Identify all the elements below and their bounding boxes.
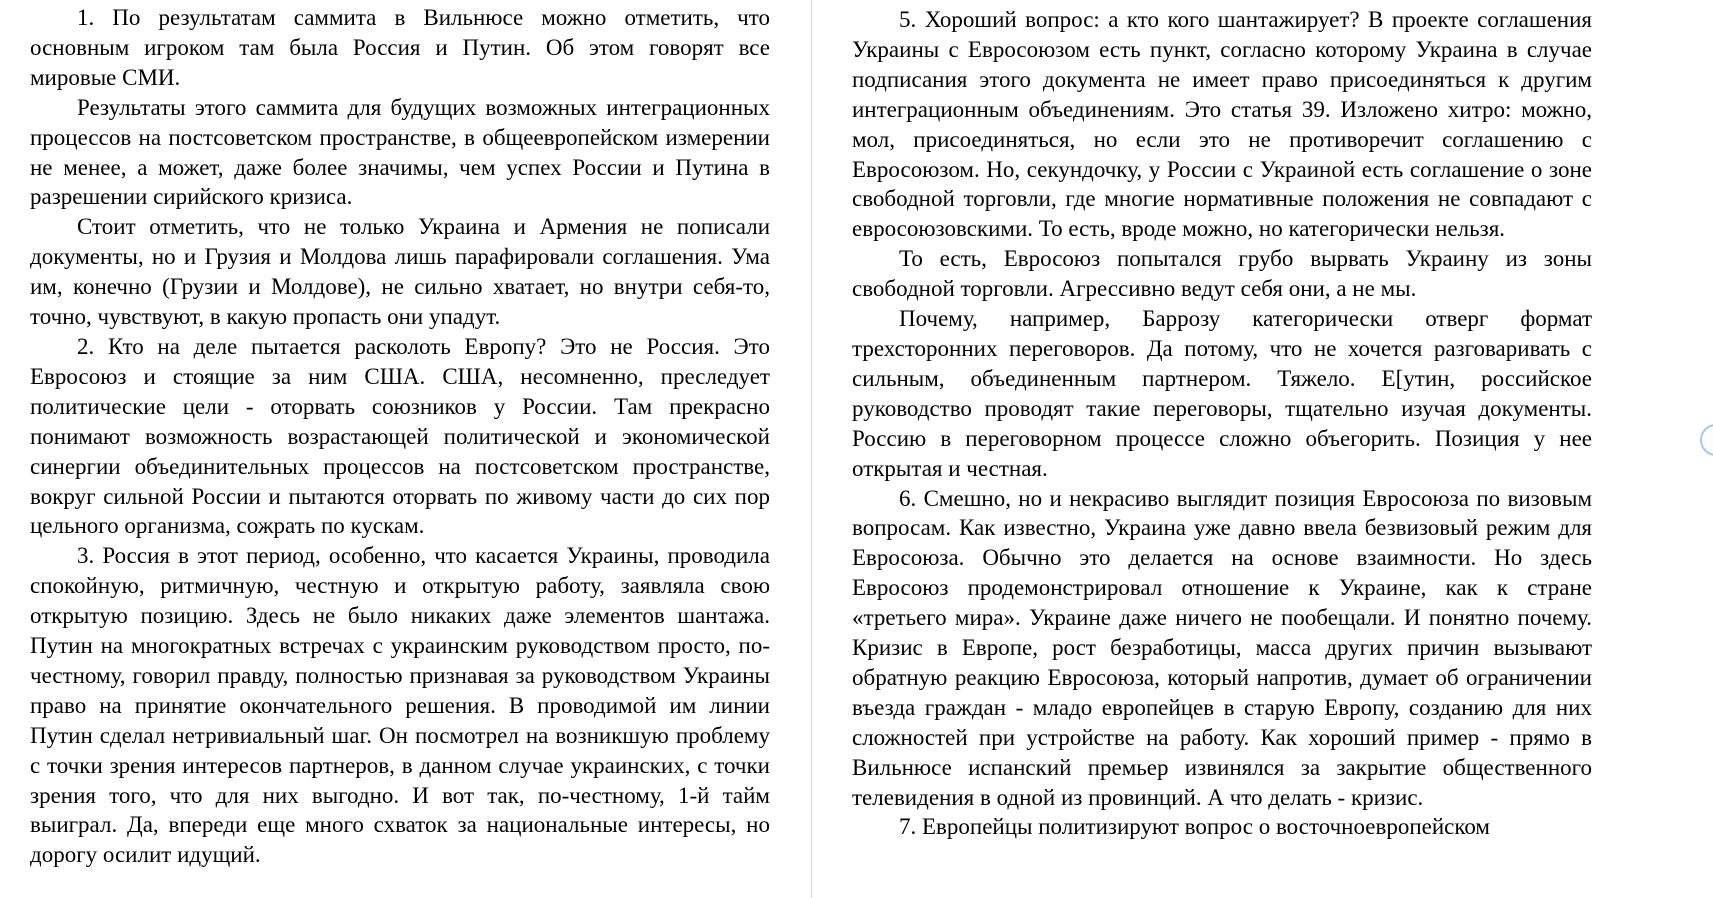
paragraph: Результаты этого саммита для будущих возможных интеграционных процессов на постсоветском пространстве, в общеевропейском измерении не менее, а может, даже более значимы, чем успех России и Путина в разрешении сирийского кризиса. bbox=[30, 94, 770, 210]
floating-scroll-button[interactable] bbox=[1700, 424, 1713, 456]
paragraph: 2. Кто на деле пытается расколоть Европу? Это не Россия. Это Евросоюз и стоящие за ним США. США, несомненно, преследует политические цели - оторвать союзников у России. Там прекрасно понимают возможность возрастающей политической и экономической синергии объединительных процессов на постсоветском пространстве, вокруг сильной России и пытаются оторвать по живому части до сих пор цельного организма, сожрать по кускам. bbox=[30, 333, 770, 539]
paragraph: Стоит отметить, что не только Украина и Армения не пописали документы, но и Грузия и Молдова лишь парафировали соглашения. Ума им, конечно (Грузии и Молдове), не сильно хватает, но внутри себя-то, точно, чувствуют, в какую пропасть они упадут. bbox=[30, 214, 770, 330]
paragraph: 6. Смешно, но и некрасиво выглядит позиция Евросоюза по визовым вопросам. Как известно, Украина уже давно ввела безвизовый режим для Евросоюза. Обычно это делается на основе взаимности. Но здесь Евросоюз продемонстрировал отношение к Украине, как к стране «третьего мира». Украине даже ничего не пообещали. И понятно почему. Кризис в Европе, рост безработицы, масса других причин вызывают обратную реакцию Евросоюза, который напротив, думает об ограничении въезда граждан - младо европейцев в старую Европу, созданию для них сложностей при устройстве на работу. Как хороший пример - прямо в Вильнюсе испанский премьер извинялся за закрытие общественного телевидения в одной из провинций. А что делать - кризис. bbox=[852, 485, 1592, 810]
right-text-column bbox=[852, 0, 1592, 898]
paragraph: 1. По результатам саммита в Вильнюсе можно отметить, что основным игроком там была Россия и Путин. Об этом говорят все мировые СМИ. bbox=[30, 5, 770, 90]
column-divider-line bbox=[811, 0, 812, 898]
paragraph: То есть, Евросоюз попытался грубо вырвать Украину из зоны свободной торговли. Агрессивно ведут себя они, а не мы. bbox=[852, 246, 1592, 302]
left-text-column bbox=[30, 0, 770, 898]
paragraph: 5. Хороший вопрос: а кто кого шантажирует? В проекте соглашения Украины с Евросоюзом есть пункт, согласно которому Украина в случае подписания этого документа не имеет право присоединяться к другим интеграционным объединениям. Это статья 39. Изложено хитро: можно, мол, присоединяться, но если это не противоречит соглашению с Евросоюзом. Но, секундочку, у России с Украиной есть соглашение о зоне свободной торговли, где многие нормативные положения не совпадают с евросоюзовскими. То есть, вроде можно, но категорически нельзя. bbox=[852, 7, 1592, 242]
paragraph: 7. Европейцы политизируют вопрос о восточноевропейском bbox=[899, 814, 1490, 840]
paragraph: Почему, например, Баррозу категорически отверг формат трехсторонних переговоров. Да потому, что не хочется разговаривать с сильным, объединенным партнером. Тяжело. Е[утин, российское руководство проводят такие переговоры, тщательно изучая документы. Россию в переговорном процессе сложно объегорить. Позиция у нее открытая и честная. bbox=[852, 306, 1592, 481]
paragraph: 3. Россия в этот период, особенно, что касается Украины, проводила спокойную, ритмичную, честную и открытую работу, заявляла свою открытую позицию. Здесь не было никаких даже элементов шантажа. Путин на многократных встречах с украинским руководством просто, по-честному, говорил правду, полностью признавая за руководством Украины право на принятие окончательного решения. В проводимой им линии Путин сделал нетривиальный шаг. Он посмотрел на возникшую проблему с точки зрения интересов партнеров, в данном случае украинских, с точки зрения того, что для них выгодно. И вот так, по-честному, 1-й тайм выиграл. Да, впереди еще много схваток за национальные интересы, но дорогу осилит идущий. bbox=[30, 543, 770, 868]
